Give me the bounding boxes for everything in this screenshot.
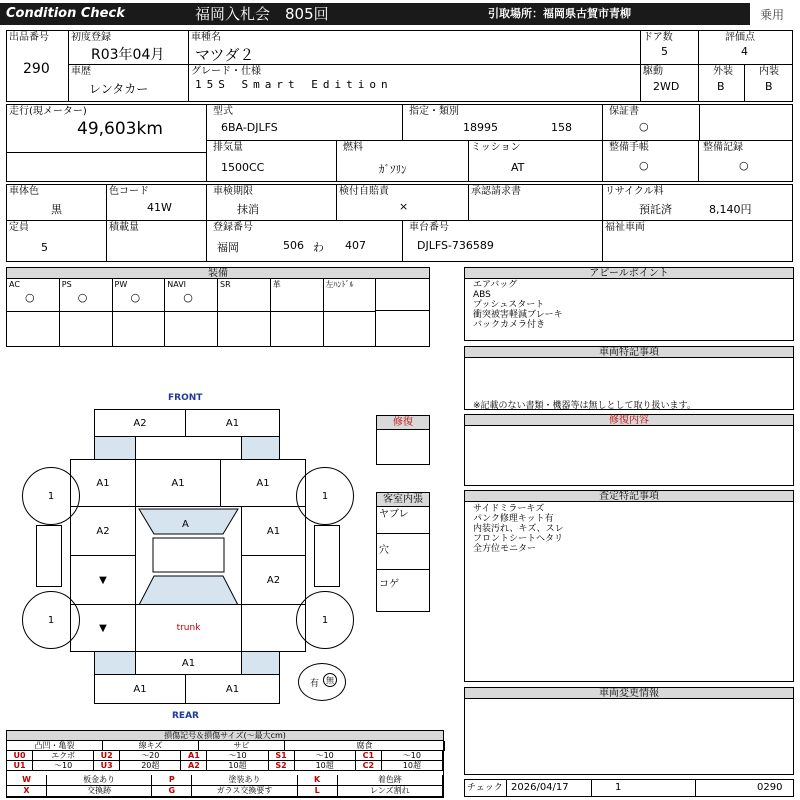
appeal-item: ABS [473, 290, 491, 300]
recycle-label: リサイクル料 [605, 186, 664, 197]
history-label: 車歴 [71, 66, 91, 77]
tire-rear-left: 1 [22, 591, 80, 649]
equipment-item [165, 279, 218, 346]
legend-other-code: W [7, 775, 47, 786]
int-value: B [765, 80, 773, 93]
legend-other-desc: 交換跡 [47, 786, 152, 797]
welfare-label: 福祉車両 [605, 222, 645, 233]
changes-panel [464, 687, 794, 775]
mission-value: AT [511, 161, 525, 174]
legend-code-desc: 〜10 [382, 751, 443, 761]
mileage-value: 49,603km [77, 119, 163, 139]
repair-box-title: 修復 [377, 416, 429, 430]
chassis-label: 車台番号 [409, 222, 449, 233]
check-divider [591, 780, 592, 796]
row3-table [6, 184, 793, 262]
category-no-value: 158 [551, 121, 572, 134]
equipment-row-divider [271, 311, 323, 312]
legend-code-desc: 〜10 [207, 751, 268, 761]
door-rear-right: A2 [241, 555, 306, 605]
plate-kana: わ [313, 241, 324, 254]
equipment-empty-cell [376, 279, 429, 311]
ext-value: B [717, 80, 725, 93]
check-code: 0290 [757, 782, 783, 793]
headlight-right [241, 436, 280, 460]
ext-cell [699, 65, 745, 101]
inspection-label: 車検期限 [213, 186, 253, 197]
inspector-title: 査定特記事項 [465, 491, 793, 502]
hood: A1 [135, 459, 221, 507]
model-label: 型式 [213, 106, 233, 117]
check-divider-2 [695, 780, 696, 796]
cabin-divider-2 [377, 569, 429, 570]
equipment-table [6, 267, 430, 347]
appeal-title: アピールポイント [465, 268, 793, 279]
tire-rear-right: 1 [296, 591, 354, 649]
history-value: レンタカー [89, 82, 149, 96]
legend-other-desc: 板金あり [47, 775, 152, 786]
legend-code-desc: エクボ [33, 751, 94, 761]
history-cell [69, 65, 189, 101]
spare-label: 有 [310, 679, 320, 689]
int-label: 内装 [759, 66, 779, 77]
mileage-cell [7, 105, 207, 153]
equipment-item-label: PS [61, 280, 72, 289]
equipment-item-label: NAVI [167, 280, 187, 289]
tire-front-right: 1 [296, 467, 354, 525]
car-diagram [0, 385, 440, 725]
equipment-item-value: ○ [130, 291, 141, 304]
repair-content-title: 修復内容 [465, 415, 793, 426]
legend-title: 損傷記号＆損傷サイズ(〜最大cm) [7, 731, 443, 741]
equipment-title: 装備 [7, 268, 429, 279]
footer-check [464, 779, 794, 797]
inspector-item: 全方位モニター [473, 544, 537, 554]
warranty-divider [699, 105, 700, 141]
equipment-item-label: 左ﾊﾝﾄﾞﾙ [325, 280, 354, 289]
legend-code: U3 [94, 761, 120, 771]
roof [153, 538, 224, 572]
legend-group: 腐食 [285, 741, 445, 751]
appeal-item: プッシュスタート [473, 300, 545, 310]
lot-label: 出品番号 [9, 32, 49, 43]
designation-value: 18995 [463, 121, 498, 134]
designation-cell [403, 105, 603, 141]
header-bar [0, 0, 800, 28]
front-label: FRONT [168, 393, 203, 403]
legend-other-code: L [298, 786, 338, 797]
chassis-cell [403, 221, 603, 261]
mileage-label: 走行(現メーター) [9, 106, 87, 117]
recycle-fee: 8,140円 [709, 203, 752, 216]
score-value: 4 [741, 45, 748, 58]
check-label: チェック [465, 780, 507, 796]
legend-other-desc: 塗装あり [192, 775, 297, 786]
cabin-divider-1 [377, 533, 429, 534]
legend-other-desc: ガラス交換要す [192, 786, 297, 797]
maint-book-label: 整備手帳 [609, 142, 649, 153]
legend-other-code: K [298, 775, 338, 786]
drive-value: 2WD [653, 80, 680, 93]
header-center-block: 福岡入札会 805回 [160, 3, 460, 25]
plate-area: 福岡 [217, 241, 239, 254]
score-cell [699, 31, 792, 65]
load-cell [107, 221, 207, 261]
equipment-row-divider [165, 311, 217, 312]
legend-code: A2 [181, 761, 207, 771]
first-reg-cell [69, 31, 189, 65]
fender-front-left: A1 [70, 459, 136, 507]
inspection-cell [207, 185, 337, 221]
special-panel [464, 346, 794, 410]
insurance-label: 検付自賠責 [339, 186, 389, 197]
color-code-label: 色コード [109, 186, 149, 197]
side-rail-left [36, 525, 62, 587]
special-title: 車両特記事項 [465, 347, 793, 358]
doors-cell [641, 31, 699, 65]
lot-number: 290 [23, 61, 50, 77]
appeal-item: 衝突被害軽減ブレーキ [473, 310, 563, 320]
special-note: ※記載のない書類・機器等は無しとして取り扱います。 [473, 401, 696, 411]
capacity-value: 5 [41, 241, 48, 254]
ext-label: 外装 [713, 66, 733, 77]
plate-class: 506 [283, 239, 304, 252]
welfare-cell [603, 221, 792, 261]
legend-code: S1 [269, 751, 295, 761]
insurance-cell [337, 185, 469, 221]
legend-code: U1 [7, 761, 33, 771]
color-code-value: 41W [147, 201, 172, 214]
taillight-right [241, 651, 280, 675]
header-left-block: Condition Check [0, 3, 160, 25]
displacement-label: 排気量 [213, 142, 243, 153]
equipment-item-value: ○ [25, 291, 35, 304]
displacement-cell [207, 141, 337, 181]
designation-label: 指定・類別 [409, 106, 459, 117]
equipment-item-label: PW [114, 280, 128, 289]
int-cell [745, 65, 792, 101]
door-front-left: A2 [70, 506, 136, 556]
maint-record-value: ○ [739, 159, 749, 172]
legend-other-code: X [7, 786, 47, 797]
legend-code: C1 [356, 751, 382, 761]
equipment-item-value: ○ [183, 291, 193, 304]
lot-cell [7, 31, 69, 101]
fuel-label: 燃料 [343, 142, 363, 153]
approval-label: 承認請求書 [471, 186, 521, 197]
grade-label: グレード・仕様 [191, 66, 261, 77]
equipment-item [218, 279, 271, 346]
legend-code-desc: 10超 [207, 761, 268, 771]
spare-mark: 無 [323, 673, 337, 687]
appeal-list [473, 280, 563, 330]
legend-code-desc: 〜10 [33, 761, 94, 771]
chassis-value: DJLFS-736589 [417, 239, 494, 252]
equipment-row-divider [60, 311, 112, 312]
model-cell [207, 105, 403, 141]
equipment-item [113, 279, 166, 346]
row2-table [6, 104, 793, 182]
drive-label: 駆動 [643, 66, 663, 77]
legend-other-desc: レンズ割れ [338, 786, 443, 797]
doors-value: 5 [661, 45, 668, 58]
equipment-item [271, 279, 324, 346]
changes-title: 車両変更情報 [465, 688, 793, 699]
front-bumper-right: A1 [185, 409, 280, 437]
inspection-value: 抹消 [237, 203, 259, 216]
first-reg-label: 初度登録 [71, 32, 111, 43]
legend-other-code: P [152, 775, 192, 786]
color-cell [7, 185, 107, 221]
taillight-left [94, 651, 136, 675]
repair-box [376, 415, 430, 465]
legend-code: C2 [356, 761, 382, 771]
legend-code-desc: 20超 [120, 761, 181, 771]
cabin-title: 客室内張 [377, 493, 429, 507]
inspector-item: パンク修理キット有 [473, 514, 554, 524]
capacity-cell [7, 221, 107, 261]
color-label: 車体色 [9, 186, 39, 197]
color-value: 黒 [51, 203, 62, 216]
cabin-box [376, 492, 430, 612]
legend-other-code: G [152, 786, 192, 797]
warranty-value: ○ [639, 120, 649, 133]
front-bumper-left: A2 [94, 409, 186, 437]
car-name-label: 車種名 [191, 32, 221, 43]
car-name-value: マツダ２ [195, 46, 255, 64]
appeal-item: バックカメラ付き [473, 320, 546, 330]
legend-groups [7, 741, 443, 751]
capacity-label: 定員 [9, 222, 29, 233]
plate-cell [207, 221, 403, 261]
color-code-cell [107, 185, 207, 221]
headlight-left [94, 436, 136, 460]
cabin-item-burn: コゲ [379, 579, 399, 590]
plate-number: 407 [345, 239, 366, 252]
rear-bumper-left: A1 [94, 674, 186, 704]
first-reg-value: R03年04月 [91, 47, 165, 63]
equipment-item-label: AC [9, 280, 20, 289]
load-label: 積載量 [109, 222, 139, 233]
inspector-list [473, 504, 564, 554]
equipment-item-value: ○ [77, 291, 88, 304]
fuel-value: ｶﾞｿﾘﾝ [379, 163, 407, 176]
mission-label: ミッション [471, 142, 521, 153]
cabin-item-tear: ヤブレ [379, 509, 409, 520]
score-label: 評価点 [725, 32, 755, 43]
legend-group: 線キズ [103, 741, 199, 751]
legend-code: A1 [181, 751, 207, 761]
legend-code-desc: 〜20 [120, 751, 181, 761]
cabin-item-hole: 穴 [379, 545, 389, 556]
inspector-item: フロントシートヘタリ [473, 534, 564, 544]
maint-record-cell [699, 141, 792, 181]
equipment-row-divider [113, 311, 165, 312]
inspector-panel [464, 490, 794, 682]
legend-code-desc: 10超 [382, 761, 443, 771]
legend-code: S2 [269, 761, 295, 771]
equipment-item-label: 革 [272, 280, 281, 289]
side-rail-right [314, 525, 340, 587]
grade-value: 15S Smart Edition [195, 78, 393, 91]
legend-table [6, 730, 444, 798]
inspector-item: サイドミラーキズ [473, 504, 545, 514]
displacement-value: 1500CC [221, 161, 265, 174]
equipment-row-divider [7, 311, 59, 312]
maint-book-value: ○ [639, 159, 649, 172]
drive-cell [641, 65, 699, 101]
row1-table [6, 30, 793, 102]
rear-bumper-right: A1 [185, 674, 280, 704]
legend-code-desc: 10超 [295, 761, 356, 771]
equipment-item [60, 279, 113, 346]
header-category: 乗用 [760, 8, 785, 22]
insurance-value: × [399, 200, 409, 213]
plate-label: 登録番号 [213, 222, 253, 233]
appeal-item: エアバッグ [473, 280, 518, 290]
legend-code-desc: 〜10 [295, 751, 356, 761]
rear-window [139, 576, 238, 605]
legend-others [7, 775, 443, 797]
fuel-cell [337, 141, 469, 181]
trunk-panel: trunk [135, 604, 242, 652]
maint-record-label: 整備記録 [703, 142, 743, 153]
roof-mark: A [182, 519, 189, 530]
warranty-cell [603, 105, 792, 141]
mission-cell [469, 141, 603, 181]
door-rear-left: ▼ [70, 555, 136, 605]
model-value: 6BA-DJLFS [221, 121, 278, 134]
legend-group: 凸凹・亀裂 [7, 741, 103, 751]
quarter-rear-left: ▼ [70, 604, 136, 652]
maint-book-cell [603, 141, 699, 181]
equipment-row-divider [218, 311, 270, 312]
appeal-panel [464, 267, 794, 341]
rear-bumper-top: A1 [135, 651, 242, 675]
fender-front-right: A1 [220, 459, 306, 507]
equipment-item [7, 279, 60, 346]
equipment-item [324, 279, 377, 346]
grade-cell [189, 65, 641, 101]
header-pickup-block: 引取場所：福岡県古賀市青柳 [460, 3, 750, 25]
equipment-item-label: SR [220, 280, 231, 289]
spare-tire [298, 663, 346, 701]
car-name-cell [189, 31, 641, 65]
door-front-right: A1 [241, 506, 306, 556]
check-date: 2026/04/17 [511, 782, 569, 793]
legend-code: U0 [7, 751, 33, 761]
doors-label: ドア数 [643, 32, 673, 43]
inspector-item: 内装汚れ、キズ、スレ [473, 524, 564, 534]
equipment-grid [7, 279, 429, 346]
approval-cell [469, 185, 603, 221]
recycle-cell [603, 185, 792, 221]
repair-content-panel [464, 414, 794, 486]
equipment-row-divider [324, 311, 376, 312]
legend-code: U2 [94, 751, 120, 761]
tire-front-left: 1 [22, 467, 80, 525]
warranty-label: 保証書 [609, 106, 639, 117]
recycle-status: 預託済 [639, 203, 672, 216]
check-page: 1 [615, 782, 622, 793]
legend-other-desc: 着色跡 [338, 775, 443, 786]
legend-group: サビ [199, 741, 285, 751]
legend-codes [7, 751, 443, 771]
mileage-extra-cell [7, 153, 207, 181]
rear-label: REAR [172, 711, 199, 721]
